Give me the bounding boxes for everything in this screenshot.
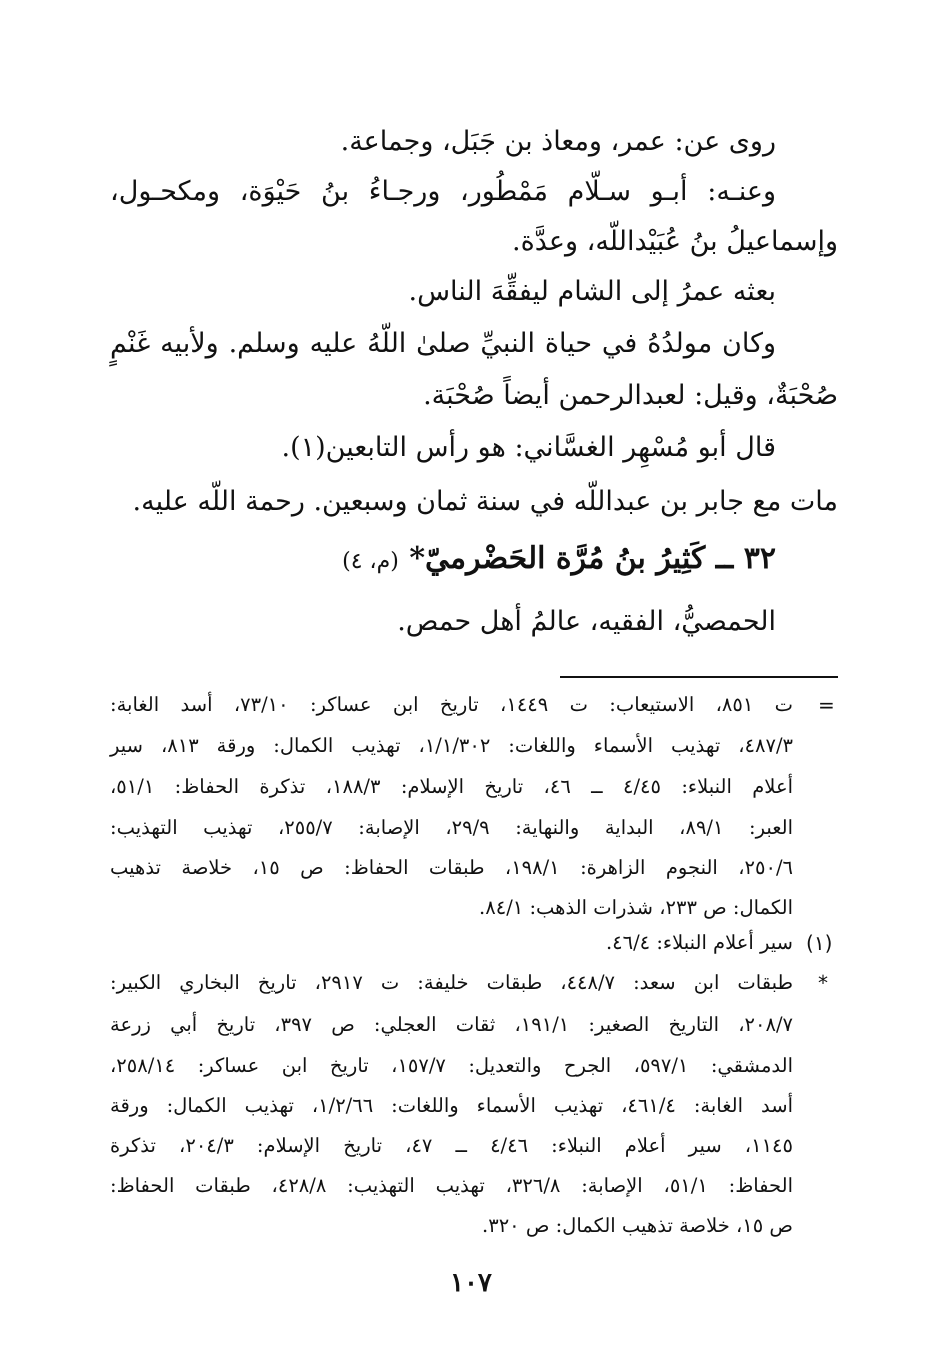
body-line-after-heading: الحمصيُّ، الفقيه، عالمُ أهل حمص.: [397, 606, 776, 637]
entry-heading-symbols: (م، ٤): [342, 549, 399, 574]
footnote-continuation-marker: =: [818, 693, 835, 717]
footnote-cont-line-5: ٢٥٠/٦، النجوم الزاهرة: ١٩٨/١، طبقات الحفاظ: ص ١٥، خلاصة تذهيب: [110, 856, 793, 879]
body-line-7: قال أبو مُسْهِر الغسَّاني: هو رأس التابعين(١).: [281, 432, 776, 463]
body-line-4: بعثه عمرُ إلى الشام ليفقِّهَ الناس.: [408, 276, 776, 307]
footnote-cont-line-1: ت ٨٥١، الاستيعاب: ت ١٤٤٩، تاريخ ابن عساكر: ٧٣/١٠، أسد الغابة:: [110, 693, 793, 716]
footnote-star-line-4: أسد الغابة: ٤٦١/٤، تهذيب الأسماء واللغات: ١/٢/٦٦، تهذيب الكمال: ورقة: [110, 1094, 793, 1117]
footnote-cont-line-3: أعلام النبلاء: ٤/٤٥ ــ ٤٦، تاريخ الإسلام: ١٨٨/٣، تذكرة الحفاظ: ٥١/١،: [110, 775, 793, 798]
footnote-star-line-7: ص ١٥، خلاصة تذهيب الكمال: ص ٣٢٠.: [482, 1214, 793, 1237]
body-line-6: صُحْبَةٌ، وقيل: لعبدالرحمن أيضاً صُحْبَة.: [423, 380, 838, 411]
body-line-1: روى عن: عمر، ومعاذ بن جَبَل، وجماعة.: [340, 126, 776, 157]
footnote-1-text: سير أعلام النبلاء: ٤٦/٤.: [605, 931, 793, 954]
footnote-separator: [560, 676, 838, 678]
footnote-star-marker: *: [818, 971, 828, 995]
footnote-star-line-6: الحفاظ: ٥١/١، الإصابة: ٣٢٦/٨، تهذيب التهذيب: ٤٢٨/٨، طبقات الحفاظ:: [110, 1174, 793, 1197]
page-number: ١٠٧: [450, 1268, 492, 1298]
footnote-star-line-2: ٢٠٨/٧، التاريخ الصغير: ١٩١/١، ثقات العجلي: ص ٣٩٧، تاريخ أبي زرعة: [110, 1013, 794, 1036]
body-line-8: مات مع جابر بن عبداللّه في سنة ثمان وسبعين. رحمة اللّه عليه.: [132, 486, 838, 517]
footnote-cont-line-4: العبر: ٨٩/١، البداية والنهاية: ٢٩/٩، الإصابة: ٢٥٥/٧، تهذيب التهذيب:: [110, 816, 794, 839]
footnote-star-line-3: الدمشقي: ٥٩٧/١، الجرح والتعديل: ١٥٧/٧، تاريخ ابن عساكر: ٢٥٨/١٤،: [110, 1054, 793, 1077]
footnote-star-line-1: طبقات ابن سعد: ٤٤٨/٧، طبقات خليفة: ت ٢٩١٧، تاريخ البخاري الكبير:: [110, 971, 793, 994]
entry-heading: [342, 537, 776, 584]
entry-heading-title: ٣٢ ــ كَثِيرُ بنُ مُرَّة الحَضْرميّ*: [409, 541, 776, 576]
footnote-cont-line-2: ٤٨٧/٣، تهذيب الأسماء واللغات: ١/١/٣٠٢، تهذيب الكمال: ورقة ٨١٣، سير: [110, 734, 793, 757]
footnote-star-line-5: ١١٤٥، سير أعلام النبلاء: ٤/٤٦ ــ ٤٧، تاريخ الإسلام: ٢٠٤/٣، تذكرة: [110, 1134, 793, 1157]
body-line-2: وعنـه: أبـو سـلّام مَمْطُور، ورجـاءُ بنُ حَيْوَة، ومكحـول،: [110, 176, 776, 207]
body-line-5: وكان مولدُهُ في حياة النبيِّ صلىٰ اللّهُ عليه وسلم. ولأبيه غَنْمٍ: [110, 328, 776, 359]
footnote-cont-line-6: الكمال: ص ٢٣٣، شذرات الذهب: ٨٤/١.: [479, 896, 793, 919]
footnote-1-marker: (١): [806, 931, 833, 955]
body-line-3: وإسماعيلُ بنُ عُبَيْداللّه، وعدَّة.: [511, 226, 838, 257]
